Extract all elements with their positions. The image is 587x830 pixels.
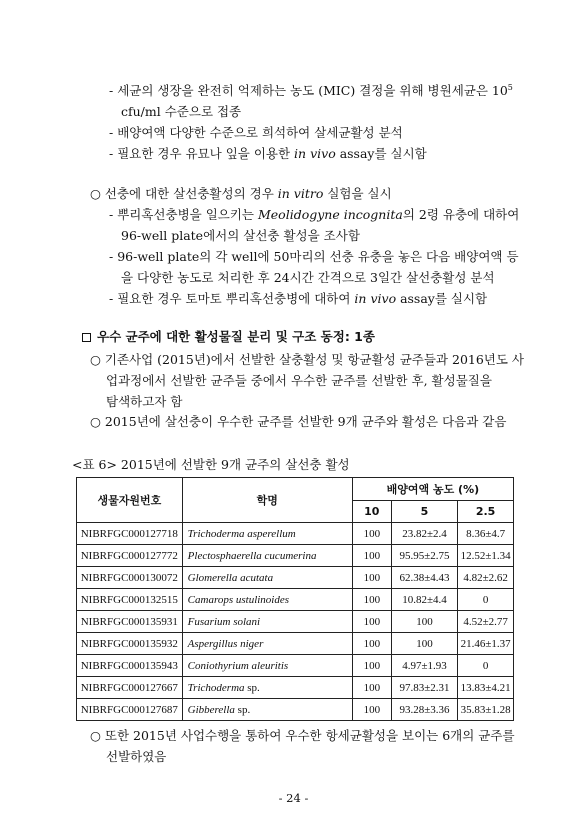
cell-conc-5: 10.82±4.4 xyxy=(391,589,457,611)
cell-conc-10: 100 xyxy=(352,589,391,611)
page-number: - 24 - xyxy=(278,791,309,805)
cell-species xyxy=(182,589,352,611)
table-row xyxy=(77,523,514,545)
cell-conc-5: 62.38±4.43 xyxy=(391,567,457,589)
cell-species xyxy=(182,545,352,567)
text-line: 을 다양한 농도로 처리한 후 24시간 간격으로 3일간 살선충활성 분석 xyxy=(121,270,495,285)
superscript: 5 xyxy=(507,82,513,92)
cell-conc-10: 100 xyxy=(352,523,391,545)
header-10: 10 xyxy=(352,500,391,523)
table-row xyxy=(77,677,514,699)
cell-id: NIBRFGC000127772 xyxy=(77,545,183,567)
cell-conc-2-5: 8.36±4.7 xyxy=(458,523,514,545)
cell-species xyxy=(182,655,352,677)
text-line: - 필요한 경우 토마토 뿌리혹선충병에 대하여 in vivo assay를 실시함 xyxy=(109,291,488,306)
text-line: - 96-well plate의 각 well에 50마리의 선충 유충을 놓은 다음 배양여액 등 xyxy=(109,249,519,264)
table-row xyxy=(77,567,514,589)
cell-conc-10: 100 xyxy=(352,611,391,633)
header-name: 학명 xyxy=(182,478,352,523)
species-suffix: sp. xyxy=(234,703,251,716)
section-heading: 우수 균주에 대한 활성물질 분리 및 구조 동정: 1종 xyxy=(82,329,375,345)
header-2-5: 2.5 xyxy=(458,500,514,523)
cell-conc-10: 100 xyxy=(352,567,391,589)
cell-conc-5: 93.28±3.36 xyxy=(391,699,457,721)
species-name: Trichoderma asperellum xyxy=(187,527,296,540)
cell-species xyxy=(182,699,352,721)
text-line: 탐색하고자 함 xyxy=(106,394,183,409)
cell-species xyxy=(182,633,352,655)
text-line: 선발하였음 xyxy=(106,749,167,764)
header-concentration: 배양여액 농도 (%) xyxy=(352,478,513,501)
cell-conc-5: 100 xyxy=(391,611,457,633)
cell-conc-5: 23.82±2.4 xyxy=(391,523,457,545)
species-name: Trichoderma xyxy=(187,681,245,694)
cell-conc-2-5: 4.52±2.77 xyxy=(458,611,514,633)
table-row xyxy=(77,699,514,721)
cell-id: NIBRFGC000135943 xyxy=(77,655,183,677)
species-name: Camarops ustulinoides xyxy=(187,593,290,606)
table-row xyxy=(77,611,514,633)
table-row xyxy=(77,633,514,655)
cell-id: NIBRFGC000127667 xyxy=(77,677,183,699)
species-name: Aspergillus niger xyxy=(187,637,264,650)
cell-conc-5: 100 xyxy=(391,633,457,655)
header-5: 5 xyxy=(391,500,457,523)
cell-id: NIBRFGC000135932 xyxy=(77,633,183,655)
text-line: ○ 또한 2015년 사업수행을 통하여 우수한 항세균활성을 보이는 6개의 균주를 xyxy=(90,728,515,743)
cell-id: NIBRFGC000127718 xyxy=(77,523,183,545)
cell-conc-10: 100 xyxy=(352,545,391,567)
header-id: 생물자원번호 xyxy=(77,478,183,523)
cell-conc-10: 100 xyxy=(352,655,391,677)
species-name: Coniothyrium aleuritis xyxy=(187,659,289,672)
cell-conc-2-5: 0 xyxy=(458,589,514,611)
cell-conc-10: 100 xyxy=(352,699,391,721)
nematicidal-activity-table xyxy=(76,477,514,721)
cell-conc-5: 97.83±2.31 xyxy=(391,677,457,699)
table-row xyxy=(77,655,514,677)
cell-conc-5: 4.97±1.93 xyxy=(391,655,457,677)
cell-conc-2-5: 12.52±1.34 xyxy=(458,545,514,567)
text-line: 96-well plate에서의 살선충 활성을 조사함 xyxy=(121,228,360,243)
cell-conc-2-5: 4.82±2.62 xyxy=(458,567,514,589)
cell-id: NIBRFGC000127687 xyxy=(77,699,183,721)
text-line: cfu/ml 수준으로 접종 xyxy=(121,104,242,119)
square-bullet-icon xyxy=(82,333,91,342)
cell-species xyxy=(182,567,352,589)
cell-conc-10: 100 xyxy=(352,677,391,699)
cell-id: NIBRFGC000132515 xyxy=(77,589,183,611)
cell-conc-2-5: 21.46±1.37 xyxy=(458,633,514,655)
text-line: ○ 2015년에 살선충이 우수한 균주를 선발한 9개 균주와 활성은 다음과 같음 xyxy=(90,414,507,429)
species-suffix: sp. xyxy=(244,681,260,694)
text-line: 업과정에서 선발한 균주들 중에서 우수한 균주를 선발한 후, 활성물질을 xyxy=(106,373,492,388)
species-name: Fusarium solani xyxy=(187,615,261,628)
cell-conc-2-5: 0 xyxy=(458,655,514,677)
table-row xyxy=(77,589,514,611)
cell-species xyxy=(182,523,352,545)
table-row xyxy=(77,545,514,567)
text-line: ○ 선충에 대한 살선충활성의 경우 in vitro 실험을 실시 xyxy=(90,186,392,201)
cell-conc-2-5: 35.83±1.28 xyxy=(458,699,514,721)
text-line: - 필요한 경우 유묘나 잎을 이용한 in vivo assay를 실시함 xyxy=(109,146,427,161)
cell-id: NIBRFGC000135931 xyxy=(77,611,183,633)
table-caption: <표 6> 2015년에 선발한 9개 균주의 살선충 활성 xyxy=(72,457,350,472)
cell-species xyxy=(182,677,352,699)
cell-conc-10: 100 xyxy=(352,633,391,655)
text-line: - 배양여액 다양한 수준으로 희석하여 살세균활성 분석 xyxy=(109,125,403,140)
text-line: ○ 기존사업 (2015년)에서 선발한 살충활성 및 항균활성 균주들과 2016년도 사 xyxy=(90,352,524,367)
text-line: - 세균의 생장을 완전히 억제하는 농도 (MIC) 결정을 위해 병원세균은 $10^5$ xyxy=(109,82,513,98)
cell-conc-5: 95.95±2.75 xyxy=(391,545,457,567)
species-name: Glomerella acutata xyxy=(187,571,274,584)
cell-species xyxy=(182,611,352,633)
cell-id: NIBRFGC000130072 xyxy=(77,567,183,589)
table-body xyxy=(77,523,514,721)
text-line: - 뿌리혹선충병을 일으키는 Meolidogyne incognita의 2령 유충에 대하여 xyxy=(109,207,520,222)
species-name: Gibberella xyxy=(187,703,235,716)
species-name: Plectosphaerella cucumerina xyxy=(187,549,317,562)
cell-conc-2-5: 13.83±4.21 xyxy=(458,677,514,699)
